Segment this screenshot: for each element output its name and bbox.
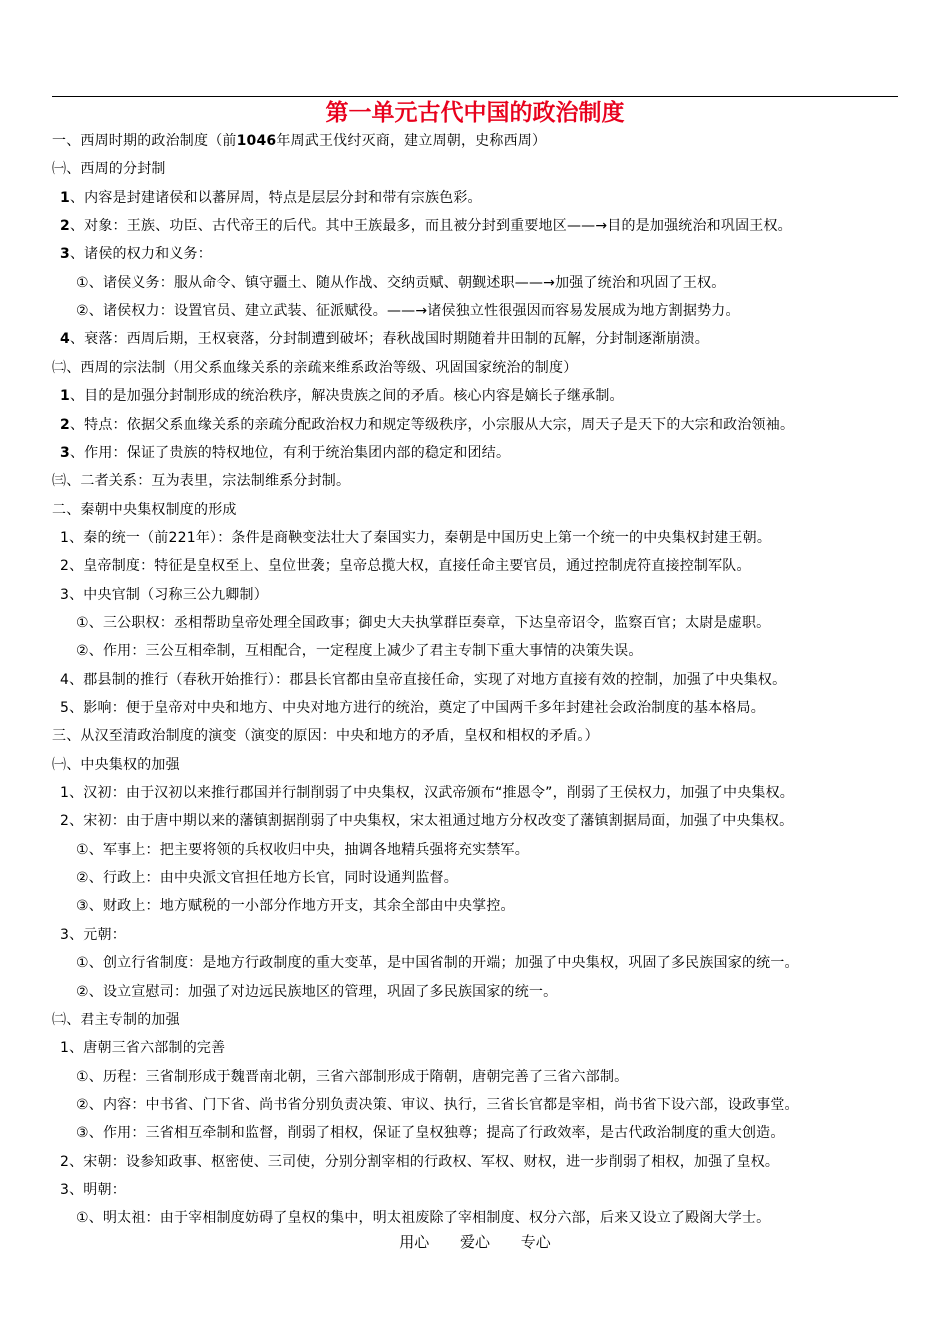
text-run: 2 [60, 416, 70, 433]
text-run: 1046 [236, 133, 277, 149]
text-line [76, 297, 740, 325]
text-line [52, 467, 350, 495]
text-line [76, 1063, 628, 1091]
footer-word: 爱心 [459, 1233, 490, 1251]
text-line [76, 1119, 785, 1147]
text-run: ㈡、君主专制的加强 [52, 1011, 180, 1028]
page-footer [0, 1228, 950, 1256]
footer-word: 用心 [399, 1233, 430, 1251]
text-line [60, 184, 482, 212]
text-run: 一、西周时期的政治制度（前 [52, 133, 237, 149]
text-line [60, 1148, 779, 1176]
text-line [60, 921, 126, 949]
text-run: ①、诸侯义务：服从命令、镇守疆土、随从作战、交纳贡赋、朝觐述职——→加强了统治和巩固了王权。 [76, 274, 726, 291]
text-run: 1、汉初：由于汉初以来推行郡国并行制削弱了中央集权，汉武帝颁布“推恩令”，削弱了王侯权力，加强了中央集权。 [60, 785, 795, 802]
text-line [60, 1176, 126, 1204]
text-run: ①、三公职权：丞相帮助皇帝处理全国政事；御史大夫执掌群臣奏章，下达皇帝诏令，监察百官；太尉是虚职。 [76, 614, 771, 631]
text-run: ㈢、二者关系：互为表里，宗法制维系分封制。 [52, 473, 351, 490]
text-run: ①、明太祖：由于宰相制度妨碍了皇权的集中，明太祖废除了宰相制度、权分六部，后来又设立了殿阁大学士。 [76, 1210, 771, 1227]
text-line [76, 269, 725, 297]
text-run: ①、历程：三省制形成于魏晋南北朝，三省六部制形成于隋朝，唐朝完善了三省六部制。 [76, 1068, 629, 1085]
text-run: 2、宋朝：设参知政事、枢密使、三司使，分别分割宰相的行政权、军权、财权，进一步削弱了相权，加强了皇权。 [60, 1153, 780, 1170]
text-line [76, 609, 770, 637]
text-line [60, 212, 792, 240]
text-run: 3、明朝： [60, 1181, 126, 1198]
text-line [76, 836, 529, 864]
text-run: 5、影响：便于皇帝对中央和地方、中央对地方进行的统治，奠定了中国两千多年封建社会政治制度的基本格局。 [60, 700, 765, 716]
text-line [52, 155, 166, 183]
text-run: 1、唐朝三省六部制的完善 [60, 1040, 226, 1057]
text-line [52, 354, 577, 382]
text-run: 二、秦朝中央集权制度的形成 [52, 501, 237, 518]
text-run: 4、郡县制的推行（春秋开始推行）：郡县长官都由皇帝直接任命，实现了对地方直接有效的控制，加强了中央集权。 [60, 671, 787, 688]
footer-word: 专心 [520, 1233, 551, 1251]
text-run: ㈠、西周的分封制 [52, 161, 166, 178]
text-line [76, 978, 557, 1006]
text-line [60, 439, 510, 467]
text-run: ㈡、西周的宗法制（用父系血缘关系的亲疏来维系政治等级、巩固国家统治的制度） [52, 359, 578, 376]
text-run: 、目的是加强分封制形成的统治秩序，解决贵族之间的矛盾。核心内容是嫡长子继承制。 [69, 388, 624, 405]
text-run: 3 [60, 246, 70, 263]
text-run: 年周武王伐纣灭商，建立周朝，史称西周） [276, 133, 547, 149]
text-line [60, 382, 624, 410]
text-run: 、衰落：西周后期，王权衰落，分封制遭到破坏；春秋战国时期随着井田制的瓦解，分封制逐渐崩溃。 [69, 331, 709, 348]
text-run: 、特点：依据父系血缘关系的亲疏分配政治权力和规定等级秩序，小宗服从大宗，周天子是天下的大宗和政治领袖。 [69, 416, 795, 433]
text-line [76, 864, 458, 892]
text-run: 1 [60, 388, 70, 405]
text-run: ①、创立行省制度：是地方行政制度的重大变革，是中国省制的开端；加强了中央集权，巩固了多民族国家的统一。 [76, 955, 799, 972]
text-line [60, 779, 794, 807]
text-line [52, 496, 237, 524]
text-line [76, 949, 799, 977]
text-line [52, 1006, 180, 1034]
text-run: 、内容是封建诸侯和以蕃屏周，特点是层层分封和带有宗族色彩。 [69, 189, 482, 206]
text-run: 2、皇帝制度：特征是皇权至上、皇位世袭；皇帝总揽大权，直接任命主要官员，通过控制虎符直接控制军队。 [60, 558, 751, 575]
text-run: ①、军事上：把主要将领的兵权收归中央，抽调各地精兵强将充实禁军。 [76, 841, 529, 858]
text-run: ㈠、中央集权的加强 [52, 756, 180, 773]
text-line [60, 666, 786, 694]
text-run: 1 [60, 189, 70, 206]
text-line [60, 325, 709, 353]
text-line [60, 807, 793, 835]
text-line [60, 524, 771, 552]
text-run: 2、宋初：由于唐中期以来的藩镇割据削弱了中央集权，宋太祖通过地方分权改变了藩镇割据局面，加强了中央集权。 [60, 813, 794, 830]
text-run: 4 [60, 331, 70, 348]
text-line [52, 722, 599, 750]
text-line [52, 127, 546, 155]
text-line [60, 581, 268, 609]
header-rule [52, 96, 898, 97]
text-line [60, 552, 751, 580]
text-run: 三、从汉至清政治制度的演变（演变的原因：中央和地方的矛盾，皇权和相权的矛盾。） [52, 728, 599, 745]
text-run: 1、秦的统一（前221年）：条件是商鞅变法壮大了秦国实力，秦朝是中国历史上第一个统一的中央集权封建王朝。 [60, 529, 772, 546]
text-run: 、诸侯的权力和义务： [69, 246, 212, 263]
text-run: 3、中央官制（习称三公九卿制） [60, 586, 268, 603]
text-line [76, 892, 515, 920]
text-line [60, 411, 794, 439]
text-run: ③、作用：三省相互牵制和监督，削弱了相权，保证了皇权独尊；提高了行政效率，是古代政治制度的重大创造。 [76, 1125, 785, 1142]
text-run: 、作用：保证了贵族的特权地位，有利于统治集团内部的稳定和团结。 [69, 444, 511, 461]
text-run: 3、元朝： [60, 926, 126, 943]
text-run: ②、设立宣慰司：加强了对边远民族地区的管理，巩固了多民族国家的统一。 [76, 983, 558, 1000]
text-run: ③、财政上：地方赋税的一小部分作地方开支，其余全部由中央掌控。 [76, 898, 515, 915]
text-line [60, 694, 765, 722]
text-run: ②、诸侯权力：设置官员、建立武装、征派赋役。——→诸侯独立性很强因而容易发展成为地方割据势力。 [76, 303, 740, 320]
text-line [60, 240, 212, 268]
text-run: ②、行政上：由中央派文官担任地方长官，同时设通判监督。 [76, 870, 458, 887]
page-title: 第一单元古代中国的政治制度 [325, 100, 625, 126]
text-run: 3 [60, 444, 70, 461]
text-line [52, 751, 180, 779]
text-run: ②、内容：中书省、门下省、尚书省分别负责决策、审议、执行，三省长官都是宰相，尚书省下设六部，设政事堂。 [76, 1096, 799, 1113]
text-line [76, 1091, 799, 1119]
text-run: 2 [60, 218, 70, 235]
text-line [60, 1034, 225, 1062]
text-line [76, 637, 643, 665]
text-run: ②、作用：三公互相牵制，互相配合，一定程度上减少了君主专制下重大事情的决策失误。 [76, 643, 643, 660]
text-run: 、对象：王族、功臣、古代帝王的后代。其中王族最多，而且被分封到重要地区——→目的是加强统治和巩固王权。 [69, 218, 792, 235]
